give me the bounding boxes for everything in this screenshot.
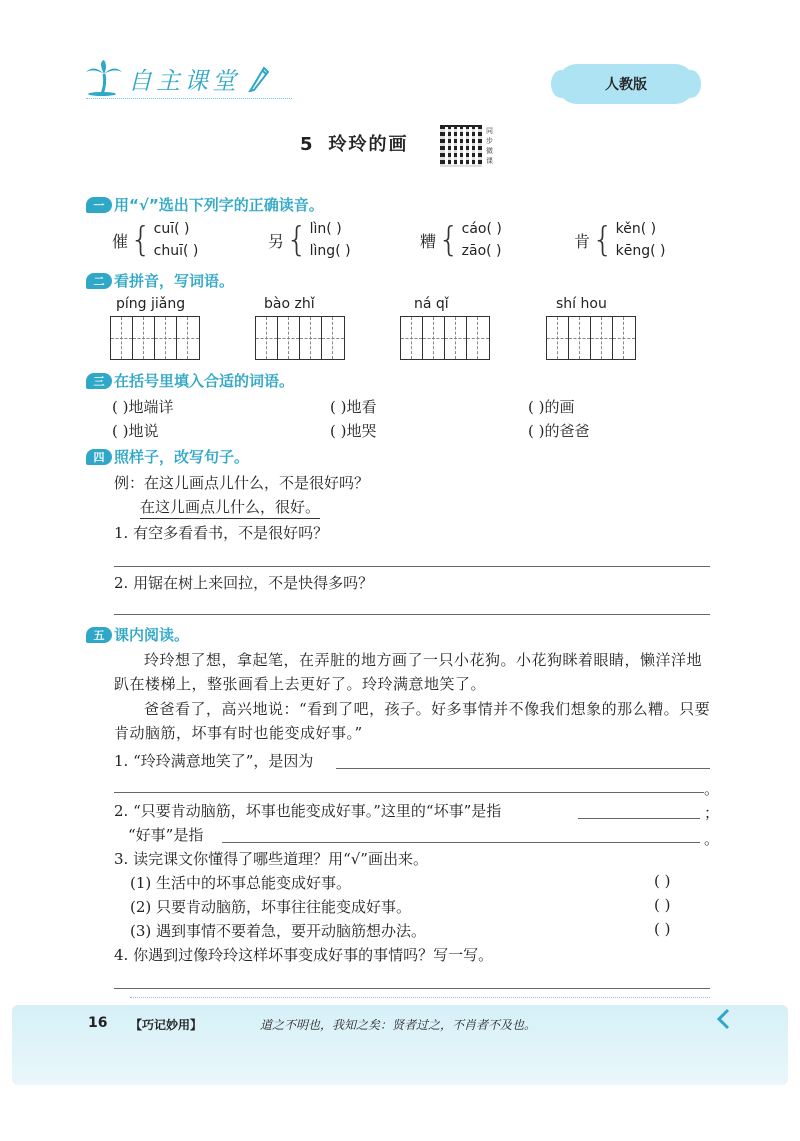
pinyin-option[interactable]: kěn( ): [615, 221, 657, 237]
brace-icon: {: [130, 220, 152, 260]
judge-paren[interactable]: ( ): [654, 920, 671, 938]
rewrite-question: 2. 用锯在树上来回拉，不是快得多吗？: [114, 574, 374, 592]
section-title: 课内阅读。: [114, 626, 190, 644]
fill-blank-item[interactable]: ( )地说: [112, 422, 159, 440]
writing-grid[interactable]: [255, 316, 345, 360]
pinyin-option[interactable]: lìn( ): [309, 221, 342, 237]
answer-line[interactable]: [336, 768, 710, 769]
fill-blank-item[interactable]: ( )的画: [528, 398, 575, 416]
example-sentence: 例：在这儿画点儿什么，不是很好吗？: [114, 474, 370, 492]
reading-question: 3. 读完课文你懂得了哪些道理？用“√”画出来。: [114, 850, 428, 868]
reading-question: 4. 你遇到过像玲玲这样坏事变成好事的事情吗？写一写。: [114, 946, 494, 964]
pinyin-option[interactable]: zāo( ): [461, 243, 502, 259]
section-title: 看拼音，写词语。: [114, 272, 235, 290]
period-mark: 。: [704, 830, 720, 848]
section-title: 在括号里填入合适的词语。: [114, 372, 295, 390]
semicolon-mark: ；: [704, 804, 720, 822]
example-answer: 在这儿画点儿什么，很好。: [140, 496, 320, 519]
writing-grid[interactable]: [110, 316, 200, 360]
answer-line[interactable]: [222, 842, 700, 843]
reading-question: “好事”是指: [128, 826, 204, 844]
section-title: 用“√”选出下列字的正确读音。: [114, 196, 324, 214]
section-title: 照样子，改写句子。: [114, 448, 250, 466]
chevron-left-icon[interactable]: [716, 1008, 730, 1030]
section-badge: 四: [86, 449, 112, 465]
word-pinyin: ná qǐ: [414, 296, 449, 312]
target-char: 糟: [420, 231, 437, 251]
palm-tree-icon: [84, 60, 124, 96]
period-mark: 。: [704, 780, 720, 798]
writing-grid[interactable]: [546, 316, 636, 360]
pinyin-option[interactable]: lìng( ): [309, 243, 351, 259]
judge-option: (2) 只要肯动脑筋，坏事往往能变成好事。: [130, 898, 412, 916]
word-pinyin: shí hou: [556, 296, 607, 312]
section-badge: 二: [86, 273, 112, 289]
answer-line[interactable]: [114, 614, 710, 615]
pinyin-option[interactable]: chuī( ): [153, 243, 199, 259]
reading-paragraph: 爸爸看了，高兴地说：“看到了吧，孩子。好多事情并不像我们想象的那么糟。只要肯动脑筋，坏事有时也能变成好事。”: [114, 700, 711, 742]
section-4-heading: [86, 446, 249, 467]
answer-line[interactable]: [578, 818, 700, 819]
pinyin-choice-group: [574, 218, 666, 262]
pinyin-option[interactable]: kēng( ): [615, 243, 666, 259]
target-char: 另: [268, 231, 285, 251]
section-3-heading: [86, 370, 294, 391]
brace-icon: {: [286, 220, 308, 260]
reading-question: 1. “玲玲满意地笑了”，是因为: [114, 752, 314, 770]
lesson-number: 5: [300, 134, 315, 155]
page-number: 16: [88, 1015, 108, 1031]
qr-label: 同步微课: [486, 127, 493, 165]
section-badge: 五: [86, 627, 112, 643]
pinyin-choice-group: [112, 218, 198, 262]
brace-icon: {: [592, 220, 614, 260]
target-char: 催: [112, 231, 129, 251]
pencil-icon: [246, 64, 270, 92]
pinyin-choice-group: [420, 218, 502, 262]
answer-line[interactable]: [114, 988, 710, 989]
section-1-heading: [86, 194, 324, 215]
brace-icon: {: [438, 220, 460, 260]
edition-label: 人教版: [605, 77, 647, 93]
qr-code-pattern: [440, 125, 482, 167]
section-2-heading: [86, 270, 234, 291]
rewrite-question: 1. 有空多看看书，不是很好吗？: [114, 524, 329, 542]
brand-header: [84, 60, 270, 96]
brand-title: 自主课堂: [128, 66, 240, 95]
section-badge: 三: [86, 373, 112, 389]
word-pinyin: píng jiǎng: [116, 296, 186, 312]
target-char: 肯: [574, 231, 591, 251]
answer-line[interactable]: [114, 792, 704, 793]
footer-divider: [130, 997, 710, 998]
pinyin-option[interactable]: cuī( ): [153, 221, 190, 237]
reading-paragraph: 玲玲想了想，拿起笔，在弄脏的地方画了一只小花狗。小花狗眯着眼睛，懒洋洋地趴在楼梯上，整张画看上去更好了。玲玲满意地笑了。: [114, 651, 703, 693]
answer-line[interactable]: [114, 566, 710, 567]
word-pinyin: bào zhǐ: [264, 296, 315, 312]
lesson-title: [300, 130, 409, 156]
judge-option: (3) 遇到事情不要着急，要开动脑筋想办法。: [130, 922, 427, 940]
brand-underline: [86, 98, 292, 99]
pinyin-option[interactable]: cáo( ): [461, 221, 502, 237]
judge-paren[interactable]: ( ): [654, 872, 671, 890]
writing-grid[interactable]: [400, 316, 490, 360]
fill-blank-item[interactable]: ( )的爸爸: [528, 422, 590, 440]
judge-paren[interactable]: ( ): [654, 896, 671, 914]
pinyin-choice-group: [268, 218, 351, 262]
footer-quote: 道之不明也，我知之矣：贤者过之，不肖者不及也。: [260, 1018, 537, 1032]
lesson-name: 玲玲的画: [328, 134, 409, 155]
footer-tag: 【巧记妙用】: [130, 1018, 203, 1032]
edition-badge: [557, 64, 695, 104]
judge-option: (1) 生活中的坏事总能变成好事。: [130, 874, 352, 892]
section-badge: 一: [86, 197, 112, 213]
fill-blank-item[interactable]: ( )地看: [330, 398, 377, 416]
section-5-heading: [86, 624, 189, 645]
fill-blank-item[interactable]: ( )地端详: [112, 398, 174, 416]
reading-question: 2. “只要肯动脑筋，坏事也能变成好事。”这里的“坏事”是指: [114, 802, 502, 820]
fill-blank-item[interactable]: ( )地哭: [330, 422, 377, 440]
